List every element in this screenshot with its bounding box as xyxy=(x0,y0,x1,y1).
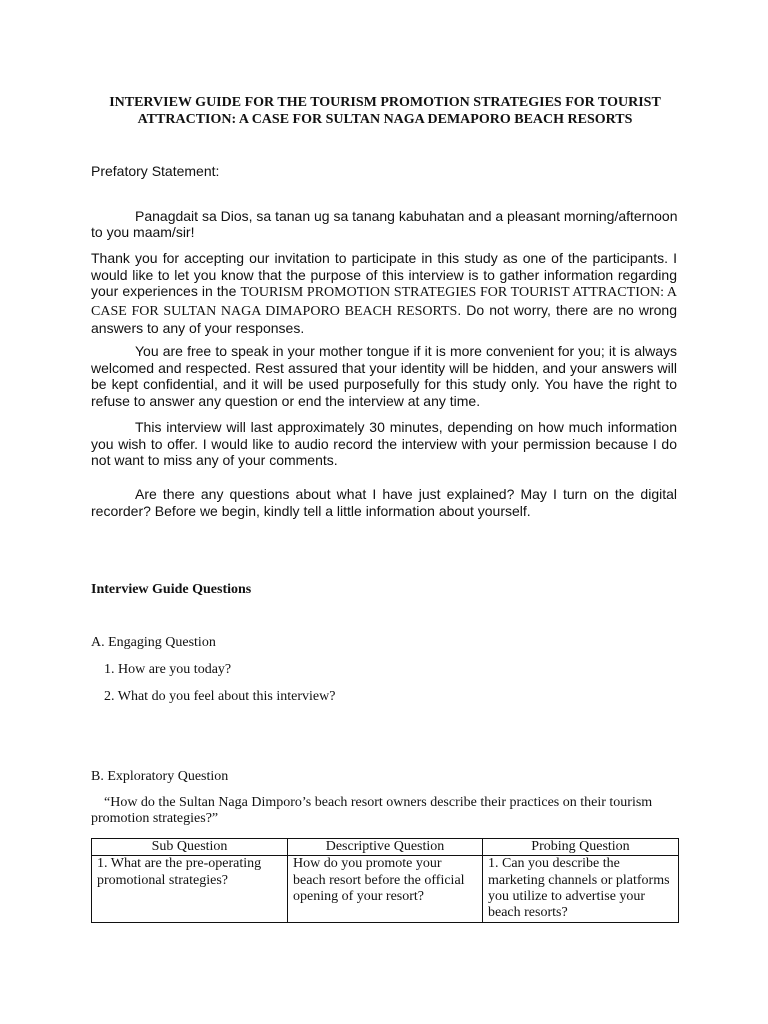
section-b-quote-line-1: “How do the Sultan Naga Dimporo’s beach resort owners describe their practices on their tourism xyxy=(104,795,653,810)
prefatory-label: Prefatory Statement: xyxy=(91,163,220,179)
paragraph-questions: Are there any questions about what I have just explained? May I turn on the digital recorder? Before we begin, kindly tell a little information about yourself. xyxy=(91,486,677,519)
title-line-2: ATTRACTION: A CASE FOR SULTAN NAGA DEMAPORO BEACH RESORTS xyxy=(137,112,633,127)
paragraph-thanks-text-a: Thank you for accepting our invitation to participate in this study as one of the participants. I would like to let you know that the purpose of this interview is to gather information regarding your experiences in the xyxy=(91,250,677,299)
table-cell-sub-question: 1. What are the pre-operating promotional strategies? xyxy=(92,856,288,923)
paragraph-thanks xyxy=(91,250,677,337)
paragraph-thanks-text-b: . Do not worry, there are no wrong answers to any of your responses. xyxy=(91,301,678,336)
question-table xyxy=(91,838,679,923)
table-header-descriptive-question: Descriptive Question xyxy=(288,839,483,856)
table-cell-probing-question: 1. Can you describe the marketing channels or platforms you utilize to advertise your beach resorts? xyxy=(483,856,679,923)
table-row xyxy=(92,856,679,923)
section-a-label: A. Engaging Question xyxy=(91,635,216,650)
title-line-1: INTERVIEW GUIDE FOR THE TOURISM PROMOTION STRATEGIES FOR TOURIST xyxy=(109,95,661,110)
paragraph-duration: This interview will last approximately 30 minutes, depending on how much information you wish to offer. I would like to audio record the interview with your permission because I do not want to miss any of your comments. xyxy=(91,419,677,468)
section-a-item-2: 2. What do you feel about this interview? xyxy=(104,689,336,704)
table-header-row xyxy=(92,839,679,856)
guide-heading: Interview Guide Questions xyxy=(91,582,252,597)
table-header-probing-question: Probing Question xyxy=(483,839,679,856)
greeting-line-2: to you maam/sir! xyxy=(91,224,195,240)
section-b-label: B. Exploratory Question xyxy=(91,769,229,784)
paragraph-thanks-study-title: TOURISM PROMOTION STRATEGIES FOR TOURIST ATTRACTION: A CASE FOR SULTAN NAGA DIMAPORO BEACH RESORTS xyxy=(91,285,678,319)
document-title xyxy=(92,94,678,128)
paragraph-free-to-speak: You are free to speak in your mother tongue if it is more convenient for you; it is always welcomed and respected. Rest assured that your identity will be hidden, and your answers will be kept confidential, and it will be used purposefully for this study only. You have the right to refuse to answer any question or end the interview at any time. xyxy=(91,343,677,409)
greeting-line-1: Panagdait sa Dios, sa tanan ug sa tanang kabuhatan and a pleasant morning/afternoon xyxy=(135,208,678,224)
section-a-item-1: 1. How are you today? xyxy=(104,662,232,677)
table-cell-descriptive-question: How do you promote your beach resort before the official opening of your resort? xyxy=(288,856,483,923)
table-header-sub-question: Sub Question xyxy=(92,839,288,856)
section-b-quote-line-2: promotion strategies?” xyxy=(91,811,219,826)
